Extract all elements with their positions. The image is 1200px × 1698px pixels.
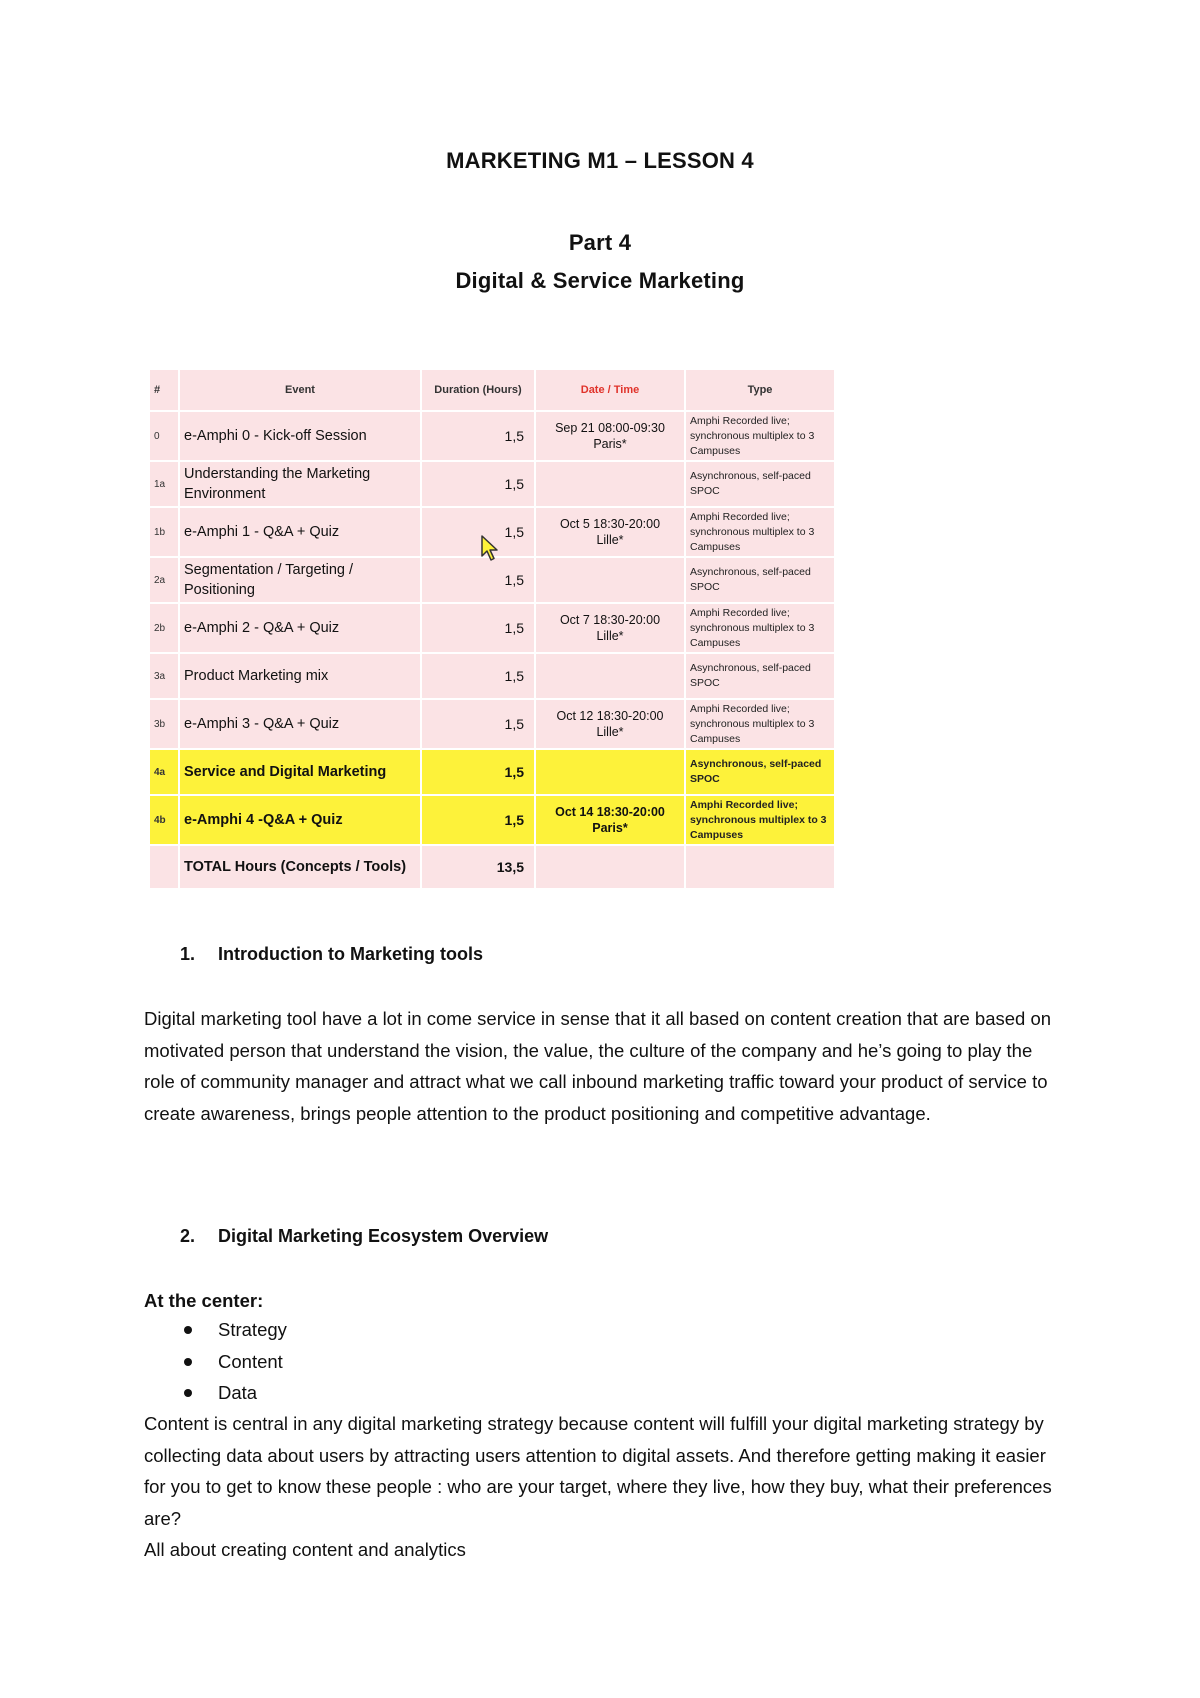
row-type: Asynchronous, self-paced SPOC bbox=[685, 653, 835, 699]
row-date-place: Lille* bbox=[596, 533, 624, 547]
row-event: Product Marketing mix bbox=[179, 653, 421, 699]
center-label: At the center: bbox=[144, 1290, 264, 1311]
total-type-cell bbox=[685, 845, 835, 889]
row-date bbox=[535, 603, 685, 653]
schedule-row-highlighted bbox=[149, 749, 835, 795]
row-event: e-Amphi 0 - Kick-off Session bbox=[179, 411, 421, 461]
list-item-label: Content bbox=[218, 1350, 283, 1372]
schedule-row bbox=[149, 461, 835, 507]
row-date-time: Oct 14 18:30-20:00 bbox=[555, 805, 665, 819]
row-num: 3b bbox=[149, 699, 179, 749]
row-date bbox=[535, 411, 685, 461]
schedule-header-row bbox=[149, 369, 835, 411]
row-duration: 1,5 bbox=[421, 461, 535, 507]
row-num: 0 bbox=[149, 411, 179, 461]
schedule-row-highlighted bbox=[149, 795, 835, 845]
section-1-number: 1. bbox=[180, 944, 196, 964]
header-event: Event bbox=[179, 369, 421, 411]
total-label: TOTAL Hours (Concepts / Tools) bbox=[179, 845, 421, 889]
row-duration: 1,5 bbox=[421, 795, 535, 845]
header-date: Date / Time bbox=[535, 369, 685, 411]
bullet-icon bbox=[184, 1326, 192, 1334]
row-duration: 1,5 bbox=[421, 653, 535, 699]
row-date bbox=[535, 507, 685, 557]
list-item bbox=[144, 1346, 287, 1378]
row-num: 4b bbox=[149, 795, 179, 845]
section-2-closing: All about creating content and analytics bbox=[144, 1539, 466, 1560]
schedule-row bbox=[149, 699, 835, 749]
row-duration: 1,5 bbox=[421, 557, 535, 603]
part-subtitle: Digital & Service Marketing bbox=[455, 268, 745, 293]
row-type: Amphi Recorded live; synchronous multiplex to 3 Campuses bbox=[685, 507, 835, 557]
schedule-total-row bbox=[149, 845, 835, 889]
row-date bbox=[535, 749, 685, 795]
section-2-paragraph: Content is central in any digital marketing strategy because content will fulfill your digital marketing strategy by collecting data about users by attracting users attention to digital assets. And therefore getting making it easier for you to get to know these people : who are your target, where they live, how they buy, what their preferences are? bbox=[144, 1413, 1052, 1529]
row-event: e-Amphi 2 - Q&A + Quiz bbox=[179, 603, 421, 653]
row-num: 1b bbox=[149, 507, 179, 557]
mouse-pointer-icon bbox=[480, 534, 502, 562]
section-1-paragraph: Digital marketing tool have a lot in come service in sense that it all based on content creation that are based on motivated person that understand the vision, the value, the culture of the company and he’s going to play the role of community manager and attract what we call inbound marketing traffic toward your product of service to create awareness, brings people attention to the product positioning and competitive advantage. bbox=[144, 1008, 1052, 1124]
section-2-number: 2. bbox=[180, 1226, 196, 1246]
header-type: Type bbox=[685, 369, 835, 411]
row-date bbox=[535, 461, 685, 507]
row-date-place: Paris* bbox=[592, 821, 628, 835]
row-event: e-Amphi 3 - Q&A + Quiz bbox=[179, 699, 421, 749]
row-duration: 1,5 bbox=[421, 411, 535, 461]
list-item-label: Data bbox=[218, 1382, 258, 1403]
row-duration: 1,5 bbox=[421, 749, 535, 795]
total-value: 13,5 bbox=[421, 845, 535, 889]
row-date-time: Oct 12 18:30-20:00 bbox=[556, 709, 664, 723]
bullet-icon bbox=[184, 1358, 192, 1366]
list-item-label: Strategy bbox=[218, 1319, 287, 1340]
row-type: Amphi Recorded live; synchronous multiplex to 3 Campuses bbox=[685, 603, 835, 653]
document-title: MARKETING M1 – LESSON 4 bbox=[446, 148, 754, 173]
part-title: Part 4 bbox=[568, 230, 632, 255]
schedule-row bbox=[149, 557, 835, 603]
schedule-table bbox=[148, 368, 836, 890]
row-num: 3a bbox=[149, 653, 179, 699]
row-duration: 1,5 bbox=[421, 699, 535, 749]
row-event: Segmentation / Targeting / Positioning bbox=[179, 557, 421, 603]
row-type: Asynchronous, self-paced SPOC bbox=[685, 749, 835, 795]
schedule-row bbox=[149, 653, 835, 699]
row-date-time: Oct 5 18:30-20:00 bbox=[559, 517, 661, 531]
row-num: 1a bbox=[149, 461, 179, 507]
section-2-title: Digital Marketing Ecosystem Overview bbox=[218, 1226, 549, 1246]
row-date bbox=[535, 795, 685, 845]
total-num-cell bbox=[149, 845, 179, 889]
row-date bbox=[535, 653, 685, 699]
header-duration: Duration (Hours) bbox=[421, 369, 535, 411]
schedule-row bbox=[149, 603, 835, 653]
row-date-place: Lille* bbox=[596, 725, 624, 739]
row-date-place: Paris* bbox=[593, 437, 627, 451]
row-date-place: Lille* bbox=[596, 629, 624, 643]
total-date-cell bbox=[535, 845, 685, 889]
row-type: Asynchronous, self-paced SPOC bbox=[685, 557, 835, 603]
schedule-row bbox=[149, 411, 835, 461]
row-event: Service and Digital Marketing bbox=[179, 749, 421, 795]
row-type: Amphi Recorded live; synchronous multiplex to 3 Campuses bbox=[685, 411, 835, 461]
row-date-time: Sep 21 08:00-09:30 bbox=[555, 421, 665, 435]
row-num: 4a bbox=[149, 749, 179, 795]
bullet-list bbox=[144, 1314, 287, 1409]
row-date-time: Oct 7 18:30-20:00 bbox=[559, 613, 661, 627]
list-item bbox=[144, 1377, 287, 1409]
row-duration: 1,5 bbox=[421, 507, 535, 557]
row-duration: 1,5 bbox=[421, 603, 535, 653]
row-date bbox=[535, 699, 685, 749]
bullet-icon bbox=[184, 1389, 192, 1397]
row-type: Amphi Recorded live; synchronous multiplex to 3 Campuses bbox=[685, 699, 835, 749]
row-num: 2b bbox=[149, 603, 179, 653]
row-type: Amphi Recorded live; synchronous multiplex to 3 Campuses bbox=[685, 795, 835, 845]
header-num: # bbox=[149, 369, 179, 411]
row-event: Understanding the Marketing Environment bbox=[179, 461, 421, 507]
row-date bbox=[535, 557, 685, 603]
row-num: 2a bbox=[149, 557, 179, 603]
section-1-title: Introduction to Marketing tools bbox=[218, 944, 483, 964]
row-event: e-Amphi 4 -Q&A + Quiz bbox=[179, 795, 421, 845]
row-event: e-Amphi 1 - Q&A + Quiz bbox=[179, 507, 421, 557]
list-item bbox=[144, 1314, 287, 1346]
row-type: Asynchronous, self-paced SPOC bbox=[685, 461, 835, 507]
